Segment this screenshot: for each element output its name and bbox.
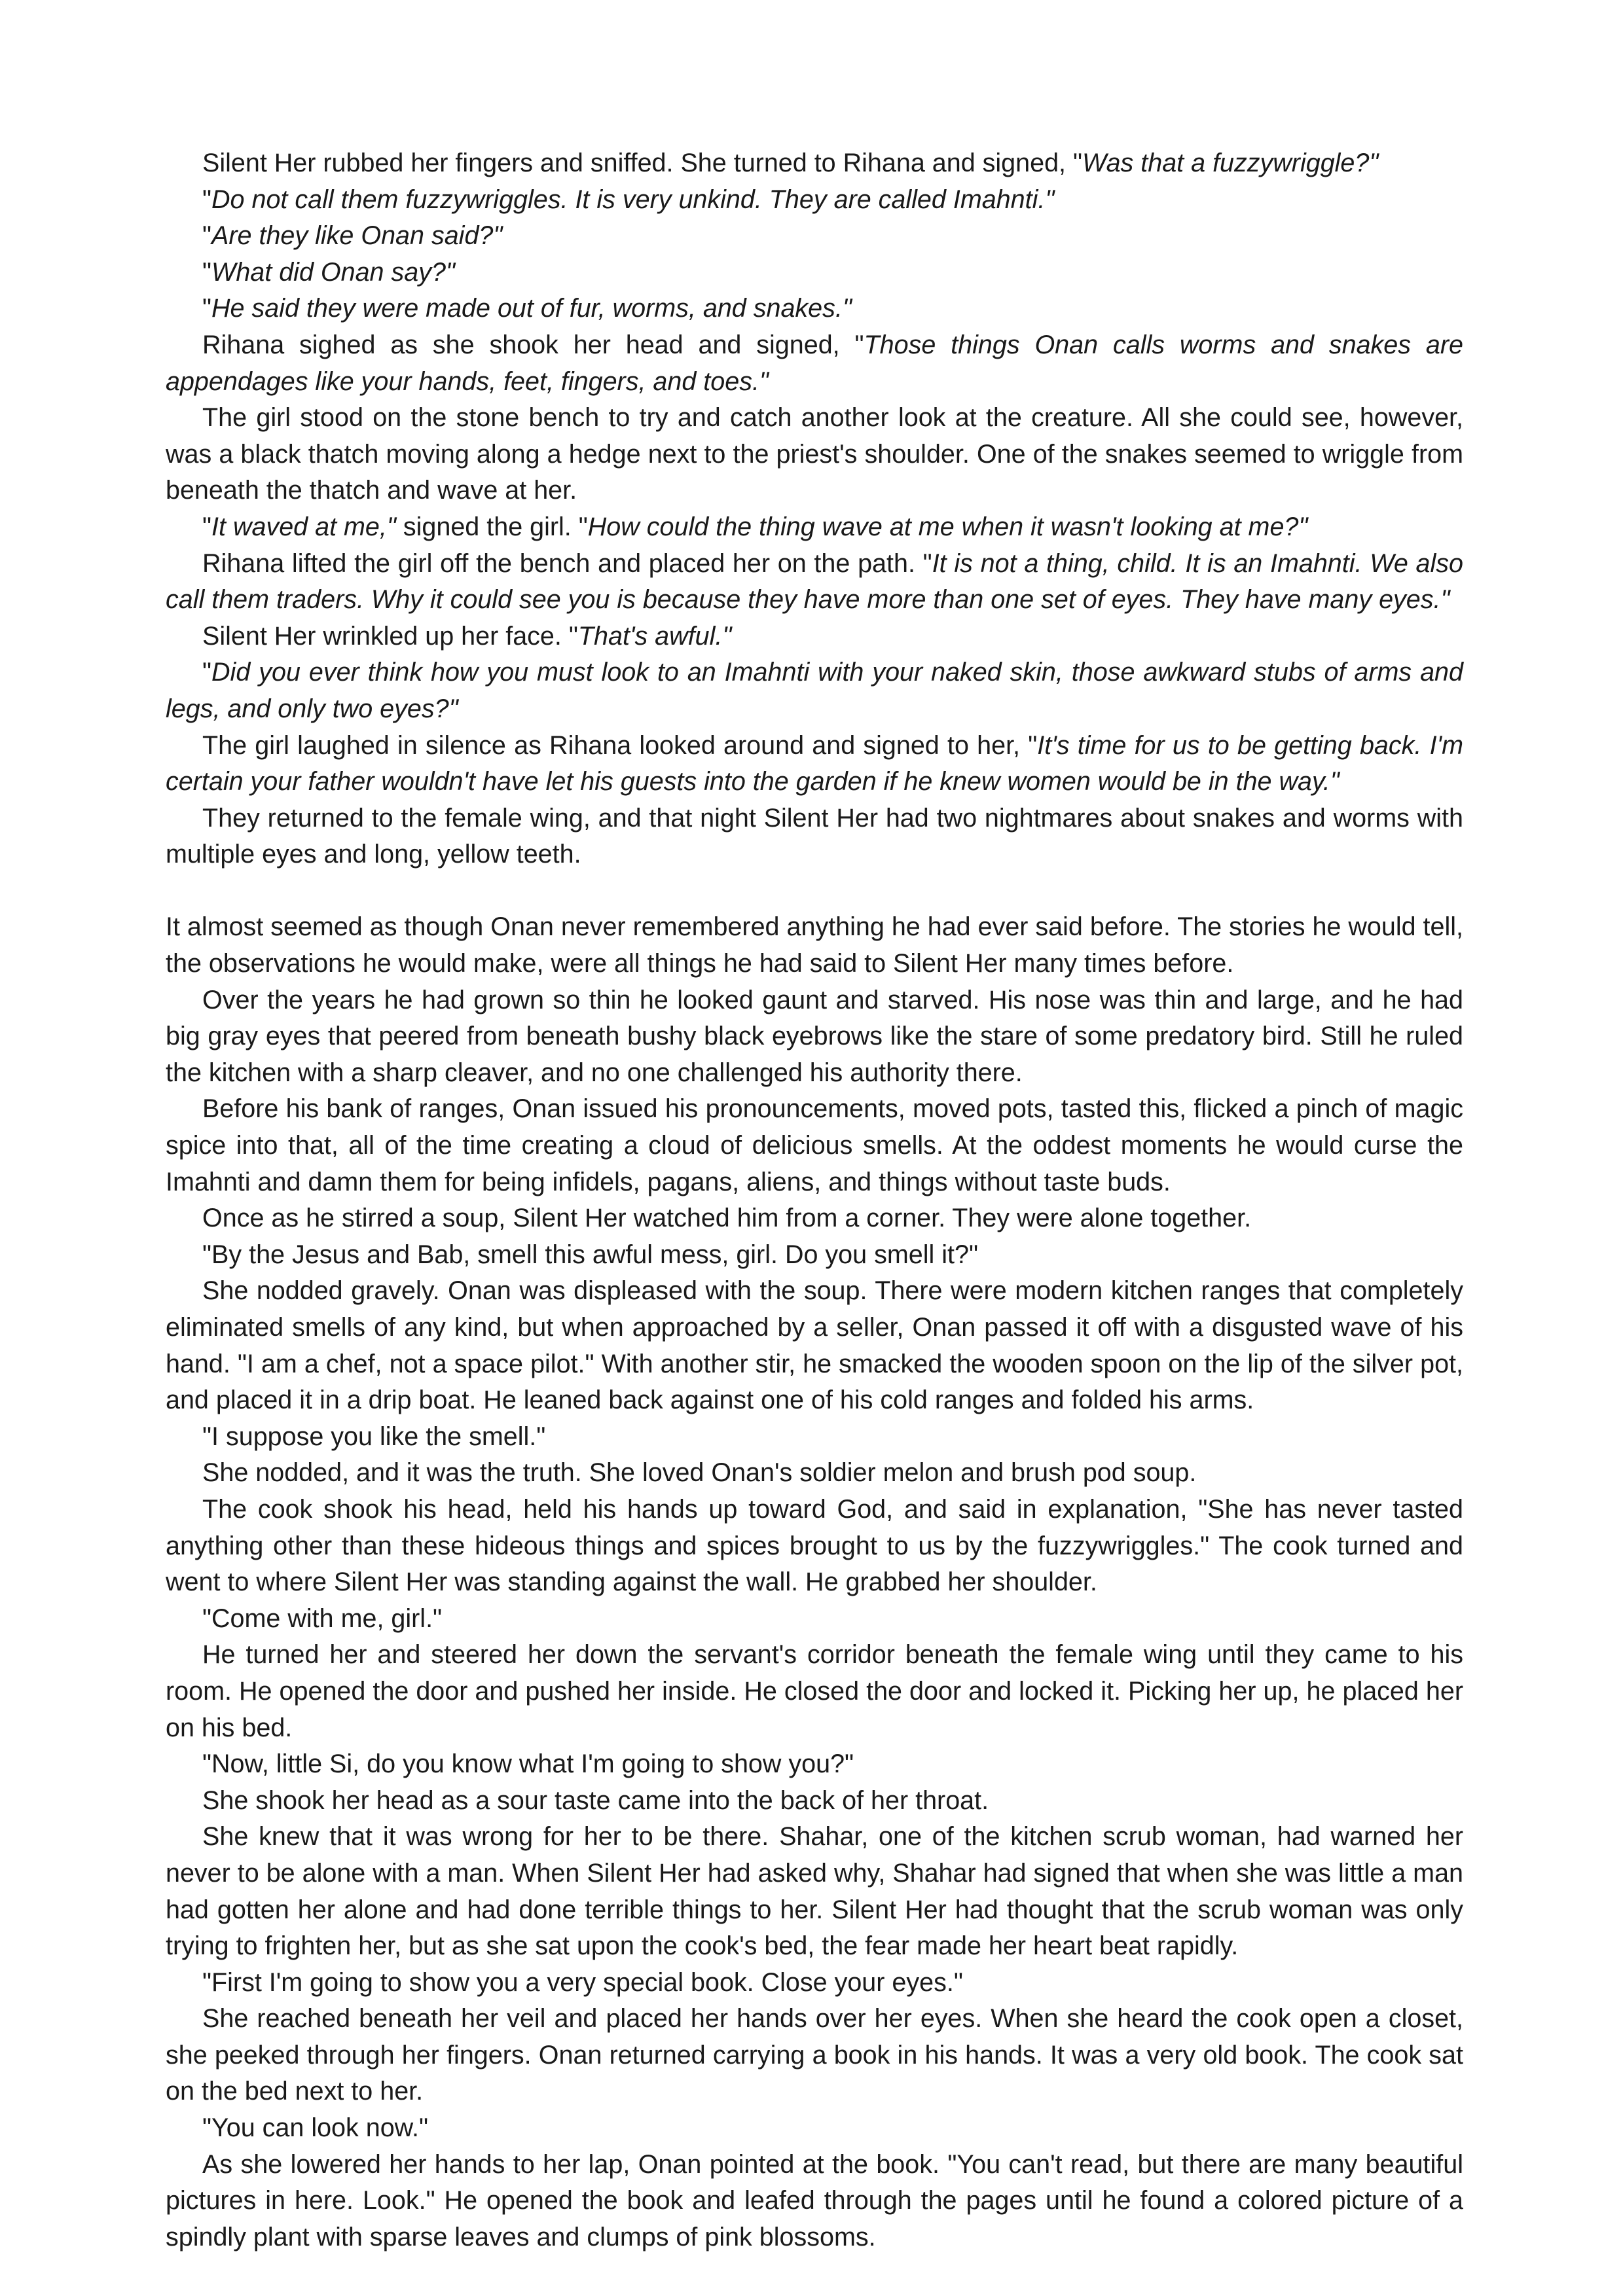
paragraph: Before his bank of ranges, Onan issued his pronouncements, moved pots, tasted this, flicked a pinch of magic spice into that, all of the time creating a cloud of delicious smells. At the oddest moments he would curse the Imahnti and damn them for being infidels, pagans, aliens, and things without taste buds. bbox=[166, 1094, 1463, 1196]
paragraph: "By the Jesus and Bab, smell this awful mess, girl. Do you smell it?" bbox=[202, 1240, 978, 1269]
paragraph: Silent Her rubbed her fingers and sniffed. She turned to Rihana and signed, "Was that a fuzzywriggle?" bbox=[202, 149, 1379, 177]
paragraph: "Do not call them fuzzywriggles. It is very unkind. They are called Imahnti." bbox=[202, 185, 1055, 214]
paragraph: "I suppose you like the smell." bbox=[202, 1422, 546, 1451]
paragraph: She shook her head as a sour taste came into the back of her throat. bbox=[202, 1785, 989, 1815]
paragraph: As she lowered her hands to her lap, Onan pointed at the book. "You can't read, but there are many beautiful pictures in here. Look." He opened the book and leafed through the pages until he found a colored picture of a spindly plant with sparse leaves and clumps of pink blossoms. bbox=[166, 2149, 1463, 2251]
document-page bbox=[166, 145, 1463, 2255]
paragraph: "He said they were made out of fur, worms, and snakes." bbox=[202, 294, 852, 323]
paragraph: Silent Her wrinkled up her face. "That's awful." bbox=[202, 621, 732, 651]
paragraph: Rihana sighed as she shook her head and signed, "Those things Onan calls worms and snakes are appendages like your hands, feet, fingers, and toes." bbox=[166, 330, 1463, 396]
paragraph: "Did you ever think how you must look to an Imahnti with your naked skin, those awkward stubs of arms and legs, and only two eyes?" bbox=[166, 658, 1463, 723]
paragraph: "Are they like Onan said?" bbox=[202, 221, 503, 251]
paragraph: Rihana lifted the girl off the bench and placed her on the path. "It is not a thing, child. It is an Imahnti. We also call them traders. Why it could see you is because they have more than one set of eyes. They have many eyes." bbox=[166, 548, 1463, 615]
paragraph: "First I'm going to show you a very special book. Close your eyes." bbox=[202, 1967, 963, 1997]
paragraph: She reached beneath her veil and placed her hands over her eyes. When she heard the cook open a closet, she peeked through her fingers. Onan returned carrying a book in his hands. It was a very old book. The cook sat on the bed next to her. bbox=[166, 2004, 1463, 2106]
paragraph: "What did Onan say?" bbox=[202, 257, 455, 287]
paragraph: They returned to the female wing, and that night Silent Her had two nightmares about snakes and worms with multiple eyes and long, yellow teeth. bbox=[166, 803, 1463, 869]
paragraph: She knew that it was wrong for her to be there. Shahar, one of the kitchen scrub woman, had warned her never to be alone with a man. When Silent Her had asked why, Shahar had signed that when she was little a man had gotten her alone and had done terrible things to her. Silent Her had thought that the scrub woman was only trying to frighten her, but as she sat upon the cook's bed, the fear made her heart beat rapidly. bbox=[166, 1822, 1464, 1961]
paragraph: She nodded gravely. Onan was displeased with the soup. There were modern kitchen ranges that completely eliminated smells of any kind, but when approached by a seller, Onan passed it off with a disgusted wave of his hand. "I am a chef, not a space pilot." With another stir, he smacked the wooden spoon on the lip of the silver pot, and placed it in a drip boat. He leaned back against one of his cold ranges and folded his arms. bbox=[166, 1276, 1463, 1415]
paragraph: The girl stood on the stone bench to try and catch another look at the creature. All she could see, however, was a black thatch moving along a hedge next to the priest's shoulder. One of the snakes seemed to wriggle from beneath the thatch and wave at her. bbox=[166, 403, 1463, 505]
paragraph: "Now, little Si, do you know what I'm going to show you?" bbox=[202, 1749, 854, 1779]
paragraph: The cook shook his head, held his hands up toward God, and said in explanation, "She has never tasted anything other than these hideous things and spices brought to us by the fuzzywriggles." The cook turned and went to where Silent Her was standing against the wall. He grabbed her shoulder. bbox=[166, 1494, 1463, 1597]
paragraph: It almost seemed as though Onan never remembered anything he had ever said before. The stories he would tell, the observations he would make, were all things he had said to Silent Her many times before. bbox=[166, 912, 1464, 978]
paragraph: The girl laughed in silence as Rihana looked around and signed to her, "It's time for us to be getting back. I'm certain your father wouldn't have let his guests into the garden if he knew women would be in the way." bbox=[166, 730, 1463, 797]
paragraph: He turned her and steered her down the servant's corridor beneath the female wing until they came to his room. He opened the door and pushed her inside. He closed the door and locked it. Picking her up, he placed her on his bed. bbox=[166, 1640, 1463, 1742]
paragraph: "Come with me, girl." bbox=[202, 1604, 443, 1633]
paragraph: "You can look now." bbox=[202, 2113, 429, 2143]
paragraph: Over the years he had grown so thin he looked gaunt and starved. His nose was thin and large, and he had big gray eyes that peered from beneath bushy black eyebrows like the stare of some predatory bird. Still he ruled the kitchen with a sharp cleaver, and no one challenged his authority there. bbox=[166, 985, 1463, 1087]
paragraph: She nodded, and it was the truth. She loved Onan's soldier melon and brush pod soup. bbox=[202, 1458, 1197, 1488]
paragraph: "It waved at me," signed the girl. "How could the thing wave at me when it wasn't looking at me?" bbox=[202, 512, 1308, 541]
paragraph: Once as he stirred a soup, Silent Her watched him from a corner. They were alone together. bbox=[202, 1204, 1252, 1233]
